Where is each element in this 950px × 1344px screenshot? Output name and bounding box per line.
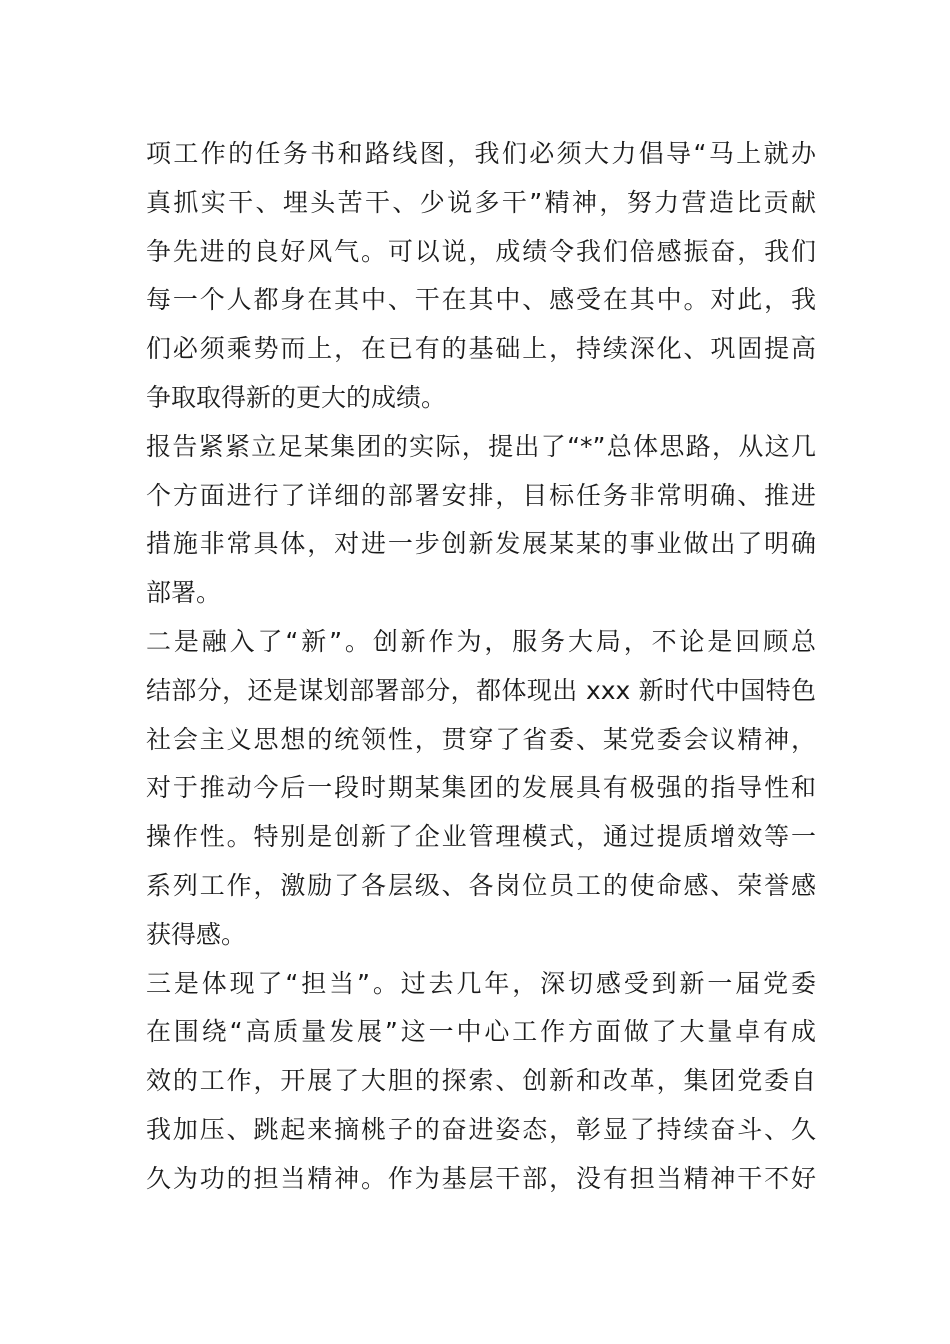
text-line: 争先进的良好风气。可以说，成绩令我们倍感振奋，我们 — [146, 236, 816, 266]
text-line: 三是体现了“担当”。过去几年，深切感受到新一届党委 — [146, 968, 816, 998]
text-line: 获得感。 — [146, 919, 247, 949]
text-line: 们必须乘势而上，在已有的基础上，持续深化、巩固提高 — [146, 334, 816, 364]
text-line: 久为功的担当精神。作为基层干部，没有担当精神干不好 — [146, 1163, 816, 1193]
text-line: 结部分，还是谋划部署部分，都体现出 xxx 新时代中国特色 — [146, 675, 816, 705]
text-line: 系列工作，激励了各层级、各岗位员工的使命感、荣誉感 — [146, 870, 816, 900]
text-line: 争取取得新的更大的成绩。 — [146, 382, 447, 412]
text-line: 效的工作，开展了大胆的探索、创新和改革，集团党委自 — [146, 1066, 816, 1096]
text-line: 真抓实干、埋头苦干、少说多干”精神，努力营造比贡献 — [146, 187, 816, 217]
text-line: 在围绕“高质量发展”这一中心工作方面做了大量卓有成 — [146, 1017, 816, 1047]
text-line: 个方面进行了详细的部署安排，目标任务非常明确、推进 — [146, 480, 816, 510]
text-line: 措施非常具体，对进一步创新发展某某的事业做出了明确 — [146, 529, 816, 559]
text-line: 二是融入了“新”。创新作为，服务大局，不论是回顾总 — [146, 626, 816, 656]
text-line: 部署。 — [146, 578, 222, 608]
document-body — [146, 130, 816, 1204]
text-line: 操作性。特别是创新了企业管理模式，通过提质增效等一 — [146, 822, 816, 852]
text-line: 项工作的任务书和路线图，我们必须大力倡导“马上就办 — [146, 139, 816, 168]
text-line: 社会主义思想的统领性，贯穿了省委、某党委会议精神， — [146, 724, 816, 754]
text-line: 对于推动今后一段时期某集团的发展具有极强的指导性和 — [146, 773, 816, 803]
text-line: 我加压、跳起来摘桃子的奋进姿态，彰显了持续奋斗、久 — [146, 1114, 816, 1144]
text-line: 报告紧紧立足某集团的实际，提出了“*”总体思路，从这几 — [146, 431, 816, 461]
text-line: 每一个人都身在其中、干在其中、感受在其中。对此，我 — [146, 285, 816, 315]
